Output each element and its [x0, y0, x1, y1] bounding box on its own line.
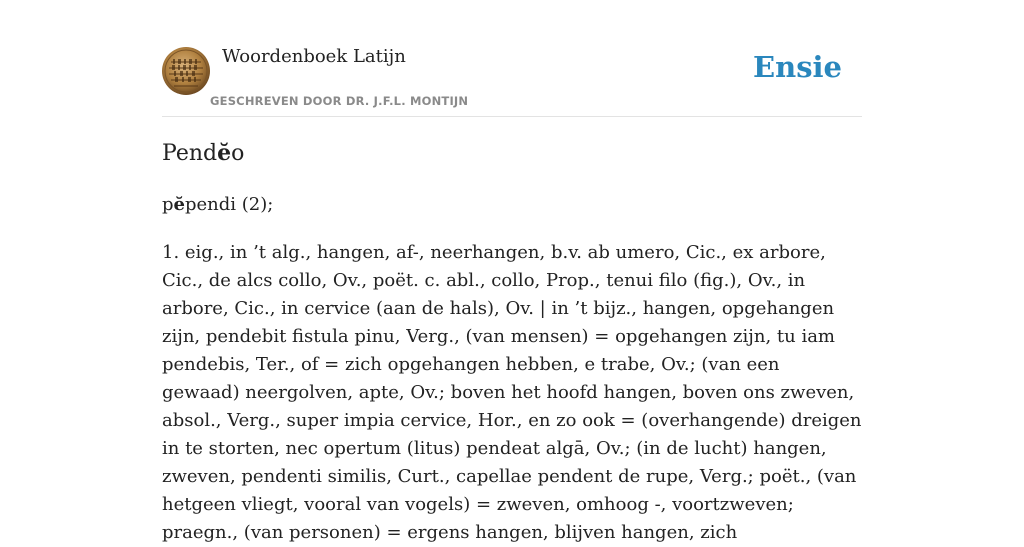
entry-forms-before: p [162, 194, 174, 215]
entry-title [162, 140, 244, 166]
site-header [162, 0, 862, 117]
entry-definition: 1. eig., in ’t alg., hangen, af-, neerhangen, b.v. ab umero, Cic., ex arbore, Cic., de alcs collo, Ov., poët. c. abl., collo, Prop., tenui filo (fig.), Ov., in arbore, Cic., in cervice (aan de hals), Ov. | in ’t bijz., hangen, opgehangen zijn, pendebit fistula pinu, Verg., (van mensen) = opgehangen zijn, tu iam pendebis, Ter., of = zich opgehangen hebben, e trabe, Ov.; (van een gewaad) neergolven, apte, Ov.; boven het hoofd hangen, boven ons zweven, absol., Verg., super impia cervice, Hor., en zo ook = (overhangende) dreigen in te storten, nec opertum (litus) pendeat algā, Ov.; (in de lucht) hangen, zweven, pendenti similis, Curt., capellae pendent de rupe, Verg.; poët., (van hetgeen vliegt, vooral van vogels) = zweven, omhoog -, voortzweven; praegn., (van personen) = ergens hangen, blijven hangen, zich [162, 242, 862, 543]
entry-title-before: Pend [162, 141, 218, 166]
entry-title-marked: ĕ [217, 140, 232, 166]
author-byline[interactable]: GESCHREVEN DOOR DR. J.F.L. MONTIJN [210, 94, 469, 108]
entry-title-after: o [231, 141, 245, 166]
coin-logo-icon[interactable] [162, 47, 210, 95]
entry-forms-marked: ĕ [173, 194, 185, 215]
entry-forms-after: pendi (2); [184, 194, 274, 215]
brand-logo[interactable]: Ensie [753, 50, 842, 84]
book-title[interactable]: Woordenboek Latijn [222, 46, 406, 67]
entry-forms [162, 194, 273, 215]
